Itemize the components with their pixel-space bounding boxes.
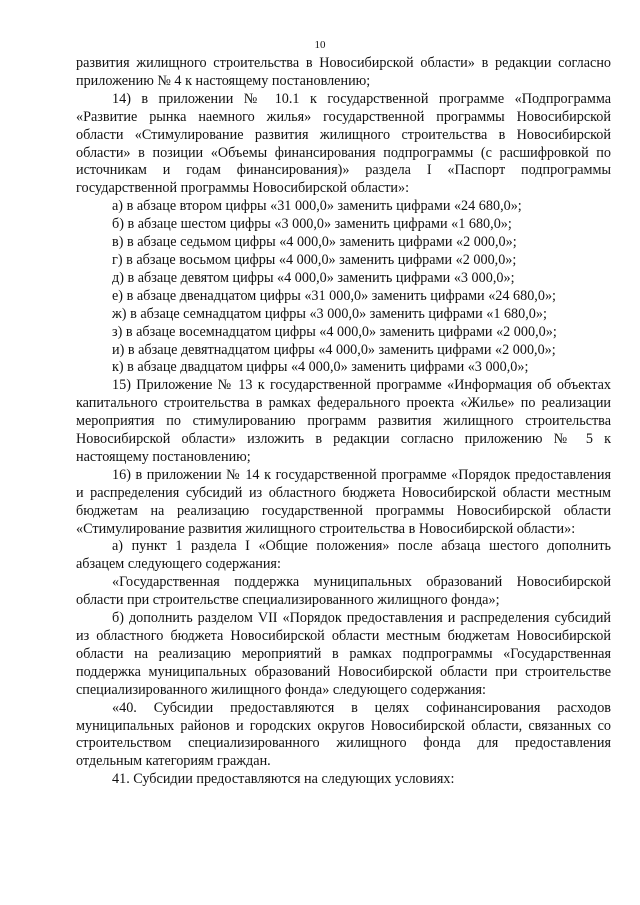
paragraph-item-16: 16) в приложении № 14 к государственной программе «Порядок предоставления и распределения субсидий из областного бюджета Новосибирской области местным бюджетам на реализацию государственной программы Новосибирской области «Стимулирование развития жилищного строительства в Новосибирской области»: xyxy=(76,466,611,537)
paragraph-item-16-a: а) пункт 1 раздела I «Общие положения» после абзаца шестого дополнить абзацем следующего содержания: xyxy=(76,538,611,573)
list-item-i: и) в абзаце девятнадцатом цифры «4 000,0» заменить цифрами «2 000,0»; xyxy=(112,341,556,358)
paragraph-item-16-b: б) дополнить разделом VII «Порядок предоставления и распределения субсидий из областного бюджета Новосибирской области местным бюджетам Новосибирской области на реализацию мероприятий в рамках подпрограммы «Государственная поддержка муниципальных образований Новосибирской области при строительстве специализированного жилищного фонда» следующего содержания: xyxy=(76,610,611,698)
paragraph-item-14: 14) в приложении № 10.1 к государственной программе «Подпрограмма «Развитие рынка наемного жилья» государственной программы Новосибирской области «Стимулирование развития жилищного строительства в Новосибирской области» в позиции «Объемы финансирования подпрограммы (с расшифровкой по источникам и годам финансирования)» раздела I «Паспорт подпрограммы государственной программы Новосибирской области»: xyxy=(76,90,611,197)
list-item-a: а) в абзаце втором цифры «31 000,0» заменить цифрами «24 680,0»; xyxy=(112,198,522,215)
paragraph-clause-41: 41. Субсидии предоставляются на следующих условиях: xyxy=(112,771,455,788)
list-item-k: к) в абзаце двадцатом цифры «4 000,0» заменить цифрами «3 000,0»; xyxy=(112,359,529,376)
paragraph-quote-support: «Государственная поддержка муниципальных образований Новосибирской области при строительстве специализированного жилищного фонда»; xyxy=(76,574,611,609)
list-item-zh: ж) в абзаце семнадцатом цифры «3 000,0» заменить цифрами «1 680,0»; xyxy=(112,305,547,322)
list-item-d: д) в абзаце девятом цифры «4 000,0» заменить цифрами «3 000,0»; xyxy=(112,269,515,286)
document-body xyxy=(76,55,611,789)
list-item-e: е) в абзаце двенадцатом цифры «31 000,0» заменить цифрами «24 680,0»; xyxy=(112,287,556,304)
paragraph-clause-40: «40. Субсидии предоставляются в целях софинансирования расходов муниципальных районов и городских округов Новосибирской области, связанных со строительством специализированного жилищного фонда для предоставления отдельным категориям граждан. xyxy=(76,699,611,770)
list-item-v: в) в абзаце седьмом цифры «4 000,0» заменить цифрами «2 000,0»; xyxy=(112,234,517,251)
paragraph-item-15: 15) Приложение № 13 к государственной программе «Информация об объектах капитального строительства в рамках федерального проекта «Жилье» по реализации мероприятия по стимулированию программ развития жилищного строительства Новосибирской области» изложить в редакции согласно приложению № 5 к настоящему постановлению; xyxy=(76,377,611,465)
list-item-g: г) в абзаце восьмом цифры «4 000,0» заменить цифрами «2 000,0»; xyxy=(112,251,517,268)
list-item-z: з) в абзаце восемнадцатом цифры «4 000,0» заменить цифрами «2 000,0»; xyxy=(112,323,557,340)
paragraph-continuation: развития жилищного строительства в Новосибирской области» в редакции согласно приложению № 4 к настоящему постановлению; xyxy=(76,55,611,89)
page-number: 10 xyxy=(314,39,326,51)
list-item-b: б) в абзаце шестом цифры «3 000,0» заменить цифрами «1 680,0»; xyxy=(112,216,512,233)
